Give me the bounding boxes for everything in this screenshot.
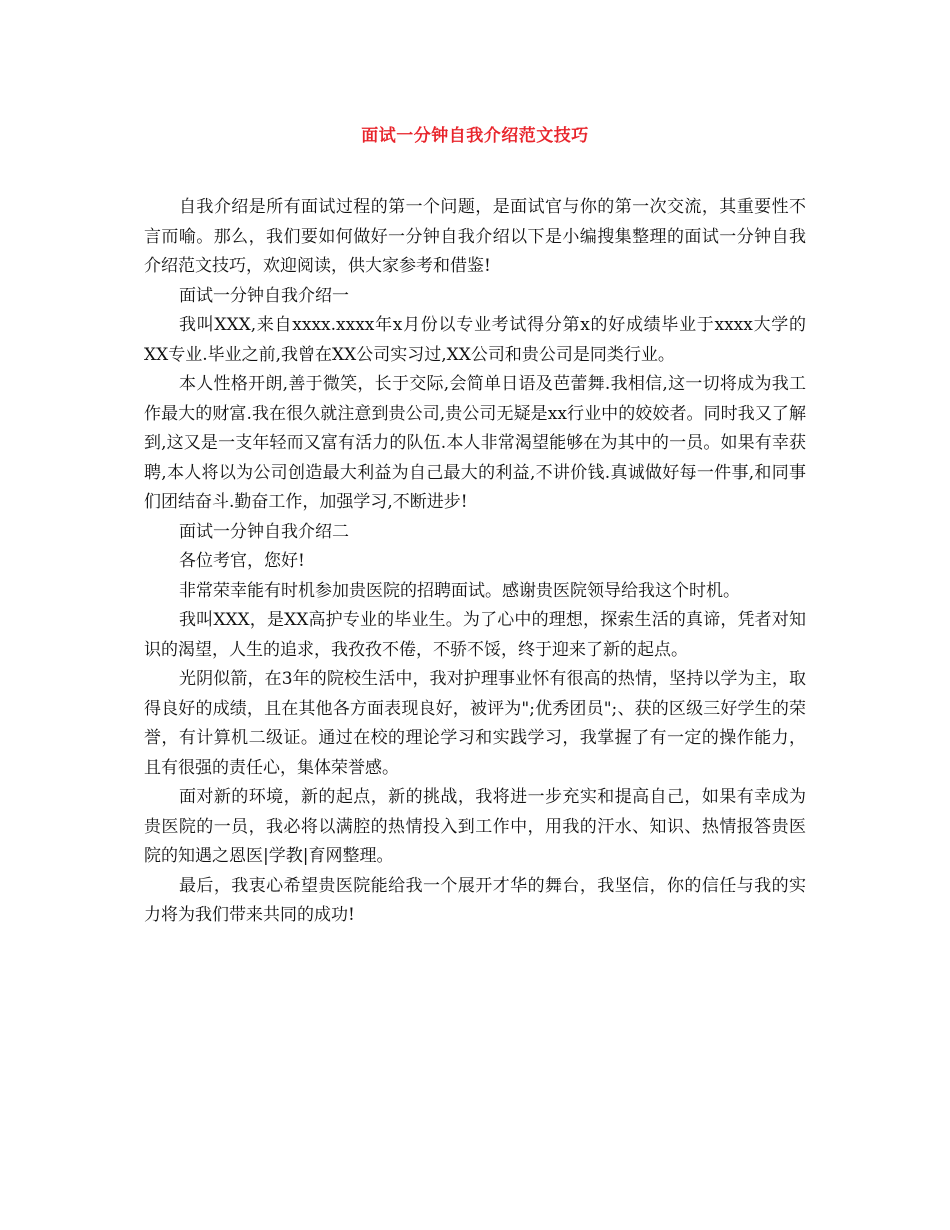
paragraph-two-closing: 最后，我衷心希望贵医院能给我一个展开才华的舞台，我坚信，你的信任与我的实力将为我们带来共同的成功! xyxy=(144,875,806,925)
paragraph-two-identity: 我叫XXX，是XX高护专业的毕业生。为了心中的理想，探索生活的真谛，凭者对知识的渴望，人生的追求，我孜孜不倦，不骄不馁，终于迎来了新的起点。 xyxy=(144,610,806,660)
section-heading-one: 面试一分钟自我介绍一 xyxy=(179,285,349,306)
paragraph-intro: 自我介绍是所有面试过程的第一个问题，是面试官与你的第一次交流，其重要性不言而喻。那么，我们要如何做好一分钟自我介绍以下是小编搜集整理的面试一分钟自我介绍范文技巧，欢迎阅读，供大家参考和借鉴! xyxy=(144,197,806,276)
document-title: 面试一分钟自我介绍范文技巧 xyxy=(361,126,589,146)
paragraph-two-thanks: 非常荣幸能有时机参加贵医院的招聘面试。感谢贵医院领导给我这个时机。 xyxy=(179,580,740,601)
paragraph-two-school: 光阴似箭，在3年的院校生活中，我对护理事业怀有很高的热情，坚持以学为主，取得良好的成绩，且在其他各方面表现良好，被评为";优秀团员";、获的区级三好学生的荣誉，有计算机二级证。通过在校的理论学习和实践学习，我掌握了有一定的操作能力，且有很强的责任心，集体荣誉感。 xyxy=(144,669,806,778)
paragraph-one-personality: 本人性格开朗,善于微笑，长于交际,会简单日语及芭蕾舞.我相信,这一切将成为我工作最大的财富.我在很久就注意到贵公司,贵公司无疑是xx行业中的姣姣者。同时我又了解到,这又是一支年轻而又富有活力的队伍.本人非常渴望能够在为其中的一员。如果有幸获聘,本人将以为公司创造最大利益为自己最大的利益,不讲价钱.真诚做好每一件事,和同事们团结奋斗.勤奋工作，加强学习,不断进步! xyxy=(144,374,806,512)
document-body xyxy=(144,193,806,931)
section-heading-two: 面试一分钟自我介绍二 xyxy=(179,521,349,542)
paragraph-one-background: 我叫XXX,来自xxxx.xxxx年x月份以专业考试得分第x的好成绩毕业于xxxx大学的XX专业.毕业之前,我曾在XX公司实习过,XX公司和贵公司是同类行业。 xyxy=(144,315,806,365)
paragraph-two-greeting: 各位考官，您好! xyxy=(179,551,305,571)
paragraph-two-challenge: 面对新的环境，新的起点，新的挑战，我将进一步充实和提高自己，如果有幸成为贵医院的一员，我必将以满腔的热情投入到工作中，用我的汗水、知识、热情报答贵医院的知遇之恩医|学教|育网整理。 xyxy=(144,787,806,866)
